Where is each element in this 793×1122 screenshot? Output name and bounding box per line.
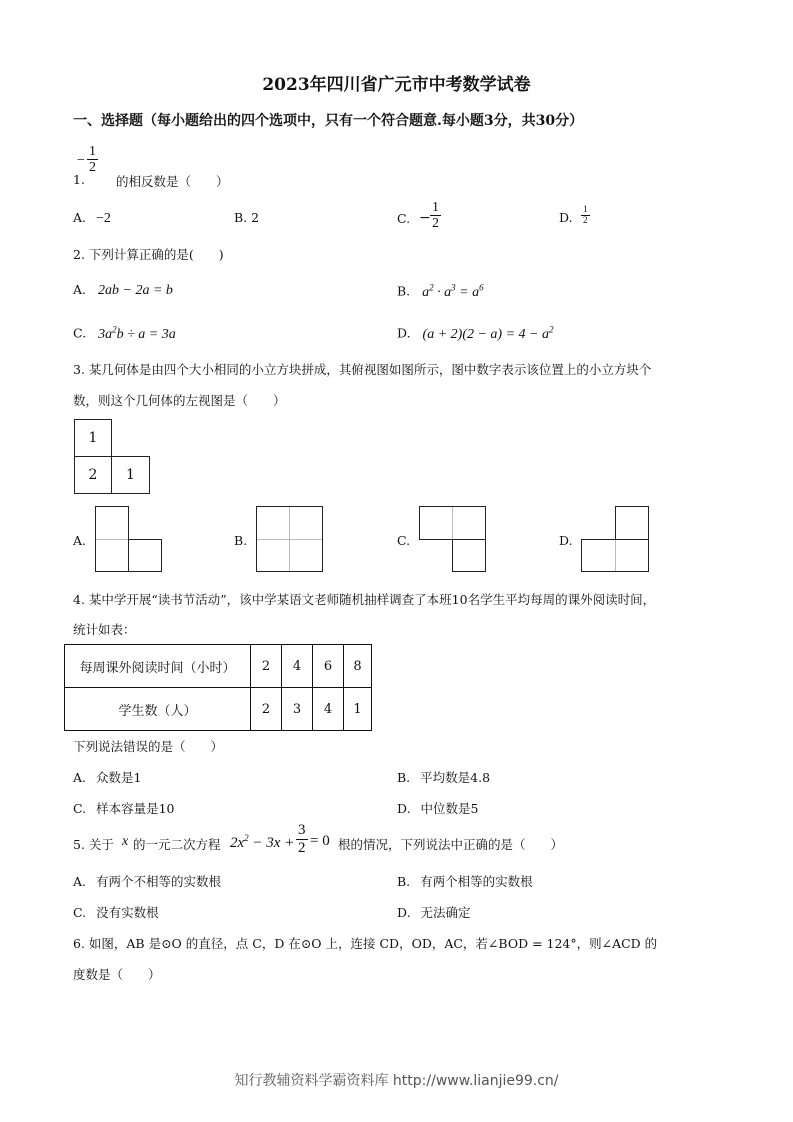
option-label: D. bbox=[397, 325, 411, 341]
q5-mid: 的一元二次方程 bbox=[133, 837, 221, 852]
q5-option-b bbox=[397, 872, 533, 890]
option-label: C. bbox=[397, 211, 411, 226]
d-pre: (a + 2)(2 − a) = 4 − a bbox=[422, 326, 549, 342]
option-value: 众数是1 bbox=[96, 770, 142, 785]
option-fraction bbox=[430, 200, 441, 232]
b-exp1: 2 bbox=[429, 282, 434, 292]
q5-equation bbox=[230, 833, 294, 852]
table-cell: 3 bbox=[282, 688, 313, 731]
c-post: b ÷ a = 3a bbox=[116, 326, 176, 342]
q5-post: 根的情况，下列说法中正确的是（ ） bbox=[338, 837, 564, 852]
q2-option-b bbox=[397, 282, 484, 301]
option-value: 2ab − 2a = b bbox=[98, 283, 173, 298]
option-label: A. bbox=[73, 282, 87, 297]
option-fraction bbox=[581, 205, 590, 226]
option-label: C. bbox=[73, 325, 87, 341]
option-value: −2 bbox=[96, 211, 111, 226]
q5-pre: 5. 关于 bbox=[73, 837, 114, 852]
grid-cell: 2 bbox=[74, 456, 112, 494]
table-cell: 4 bbox=[282, 645, 313, 688]
frac-den: 2 bbox=[583, 214, 588, 225]
q1-sign: − bbox=[77, 153, 85, 168]
option-label: D. bbox=[397, 801, 411, 816]
option-value: 有两个不相等的实数根 bbox=[96, 874, 222, 889]
option-label: A. bbox=[73, 874, 87, 889]
q1-fraction bbox=[77, 144, 98, 176]
grid-cell: 1 bbox=[74, 419, 112, 457]
q1-option-a bbox=[73, 210, 111, 227]
b-base: a bbox=[422, 284, 430, 300]
option-label: C. bbox=[73, 905, 87, 920]
view-block bbox=[128, 539, 162, 572]
reading-time-table bbox=[64, 644, 372, 731]
b-exp3: 6 bbox=[479, 282, 484, 292]
q4-question: 下列说法错误的是（ ） bbox=[73, 739, 224, 754]
q5-option-a bbox=[73, 872, 221, 890]
option-label: A. bbox=[73, 210, 87, 225]
option-label: A. bbox=[73, 770, 87, 785]
q4-option-d bbox=[397, 799, 479, 817]
q2-text: 2. 下列计算正确的是( ) bbox=[73, 247, 224, 262]
q3-line2: 数，则这个几何体的左视图是（ ） bbox=[73, 393, 286, 408]
option-label: C. bbox=[73, 801, 87, 816]
view-block bbox=[452, 539, 486, 572]
eq-exp: 2 bbox=[244, 833, 249, 843]
q3-line1: 3. 某几何体是由四个大小相同的小立方块拼成，其俯视图如图所示，图中数字表示该位置上的小立方块个 bbox=[73, 362, 652, 377]
table-row bbox=[65, 688, 372, 731]
option-label: B. bbox=[397, 283, 411, 299]
option-value: 没有实数根 bbox=[96, 905, 159, 920]
option-value bbox=[422, 282, 484, 300]
q1-den: 2 bbox=[89, 160, 96, 176]
page-title: 2023年四川省广元市中考数学试卷 bbox=[262, 75, 531, 95]
q1-text: 的相反数是（ ） bbox=[116, 174, 229, 189]
q6-line1: 6. 如图，AB 是⊙O 的直径，点 C，D 在⊙O 上，连接 CD，OD，AC，若∠BOD = 124°，则∠ACD 的 bbox=[73, 936, 658, 951]
grid-line bbox=[452, 507, 453, 539]
q4-line2: 统计如表： bbox=[73, 622, 136, 637]
frac-den: 2 bbox=[432, 216, 439, 232]
table-cell: 4 bbox=[313, 688, 344, 731]
q5-option-c bbox=[73, 903, 159, 921]
option-value bbox=[98, 324, 176, 342]
table-row bbox=[65, 645, 372, 688]
q3-option-b-label: B. bbox=[234, 533, 248, 548]
q2-option-a bbox=[73, 282, 173, 299]
d-exp: 2 bbox=[548, 324, 554, 334]
section-heading: 一、选择题（每小题给出的四个选项中，只有一个符合题意.每小题3分，共30分） bbox=[73, 113, 584, 129]
frac-num: 1 bbox=[583, 204, 588, 214]
q5-var: x bbox=[122, 834, 129, 849]
q5-eq-rhs: = 0 bbox=[310, 833, 330, 849]
table-cell: 2 bbox=[251, 645, 282, 688]
frac-num: 1 bbox=[432, 200, 439, 215]
option-value: 有两个相等的实数根 bbox=[420, 874, 533, 889]
grid-line bbox=[615, 540, 616, 571]
grid-cell: 1 bbox=[111, 456, 150, 494]
option-value: 样本容量是10 bbox=[96, 801, 175, 816]
table-cell: 6 bbox=[313, 645, 344, 688]
view-block bbox=[615, 506, 649, 540]
c-exp: 2 bbox=[112, 324, 117, 334]
option-sign: − bbox=[419, 210, 431, 226]
q1-num-label: 1. bbox=[73, 172, 85, 187]
option-value: 2 bbox=[251, 210, 260, 225]
q6-line2: 度数是（ ） bbox=[73, 967, 161, 982]
eq-b: − 3x + bbox=[248, 835, 295, 851]
option-label: D. bbox=[559, 210, 573, 225]
row-header: 学生数（人） bbox=[65, 688, 251, 731]
q2-option-d bbox=[397, 324, 553, 343]
grid-line bbox=[257, 539, 322, 540]
q3-option-d-label: D. bbox=[559, 533, 573, 548]
q3-option-c-label: C. bbox=[397, 533, 411, 548]
q4-option-a bbox=[73, 768, 141, 786]
option-value: 无法确定 bbox=[420, 905, 471, 920]
table-cell: 2 bbox=[251, 688, 282, 731]
table-cell: 1 bbox=[344, 688, 372, 731]
option-label: B. bbox=[234, 210, 248, 225]
q1-option-b bbox=[234, 210, 259, 225]
option-label: B. bbox=[397, 874, 411, 889]
option-label: D. bbox=[397, 905, 411, 920]
q4-option-b bbox=[397, 768, 490, 786]
row-header: 每周课外阅读时间（小时） bbox=[65, 645, 251, 688]
q2-option-c bbox=[73, 324, 176, 343]
grid-line bbox=[96, 539, 128, 540]
table-cell: 8 bbox=[344, 645, 372, 688]
q4-option-c bbox=[73, 799, 174, 817]
option-value bbox=[422, 324, 554, 342]
q1-num: 1 bbox=[89, 144, 96, 159]
q3-option-a-label: A. bbox=[73, 533, 87, 548]
frac-num: 3 bbox=[298, 822, 306, 838]
b-eq: = a bbox=[455, 284, 480, 300]
eq-a: 2x bbox=[230, 835, 245, 851]
b-mid: · a bbox=[433, 284, 452, 300]
q4-line1: 4. 某中学开展“读书节活动”，该中学某语文老师随机抽样调查了本班10名学生平均每周的课外阅读时间， bbox=[73, 592, 656, 607]
option-value: 中位数是5 bbox=[420, 801, 479, 816]
q5-fraction bbox=[296, 822, 308, 856]
b-exp2: 3 bbox=[451, 282, 456, 292]
c-pre: 3a bbox=[98, 326, 113, 342]
option-value: 平均数是4.8 bbox=[420, 770, 491, 785]
q5-option-d bbox=[397, 903, 471, 921]
option-label: B. bbox=[397, 770, 411, 785]
frac-den: 2 bbox=[298, 839, 306, 856]
footer-watermark: 知行教辅资料学霸资料库 http://www.lianjie99.cn/ bbox=[234, 1073, 559, 1089]
